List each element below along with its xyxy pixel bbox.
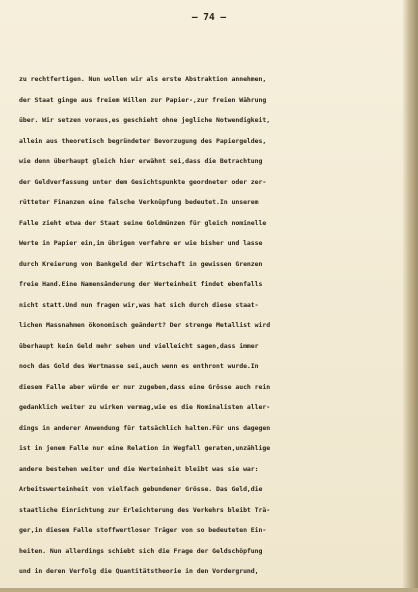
text-line: heiten. Nun allerdings schiebt sich die Frage der Geldschöpfung [19, 546, 263, 555]
body-text [19, 69, 403, 582]
text-line: dings in anderer Anwendung für tatsächlich halten.Für uns dagegen [19, 423, 271, 432]
text-line: noch das Gold des Wertmasse sei,auch wenn es enthront wurde.In [19, 362, 259, 370]
text-line: Werte in Papier ein,im übrigen verfahre er wie bisher und lasse [19, 239, 263, 247]
text-line: Falle zieht etwa der Staat seine Goldmünzen für gleich nominelle [19, 218, 267, 227]
text-line: der Staat ginge aus freiem Willen zur Papier-,zur freien Währung [19, 95, 267, 104]
text-line: gedanklich weiter zu wirken vermag,wie es die Nominalisten aller- [19, 403, 271, 411]
text-line: Arbeitswerteinheit von vielfach gebundener Grösse. Das Geld,die [19, 485, 263, 493]
page-number: — 74 — [191, 12, 227, 23]
text-line: lichen Massnahmen ökonomisch geändert? Der strenge Metallist wird [19, 321, 271, 329]
text-line: zu rechtfertigen. Nun wollen wir als erste Abstraktion annehmen, [19, 75, 267, 83]
text-line: ist in jenem Falle nur eine Relation in Wegfall geraten,unzählige [19, 444, 271, 452]
text-line: und in deren Verfolg die Quantitätstheorie in den Vordergrund, [19, 567, 259, 575]
text-line: rütteter Finanzen eine falsche Verknüpfung bedeutet.In unserem [19, 198, 259, 206]
page-edge-shadow [402, 0, 418, 592]
text-line: freie Hand.Eine Namensänderung der Werteinheit findet ebenfalls [19, 280, 263, 288]
text-line: andere bestehen weiter und die Werteinheit bleibt was sie war: [19, 464, 259, 473]
text-line: überhaupt kein Geld mehr sehen und vielleicht sagen,dass immer [19, 341, 259, 350]
text-line: über. Wir setzen voraus,es geschieht ohne jegliche Notwendigkeit, [19, 116, 271, 124]
text-line: allein aus theoretisch begründeter Bevorzugung des Papiergeldes, [19, 136, 267, 145]
text-line: ger,in diesem Falle stoffwertloser Träger von so bedeuteten Ein- [19, 526, 267, 534]
text-line: diesem Falle aber würde er nur zugeben,dass eine Grösse auch rein [19, 382, 271, 391]
text-line: staatliche Einrichtung zur Erleichterung des Verkehrs bleibt Trä- [19, 505, 271, 514]
text-line: durch Kreierung von Bankgeld der Wirtschaft in gewissen Grenzen [19, 259, 263, 268]
text-line: nicht statt.Und nun fragen wir,was hat sich durch diese staat- [19, 300, 259, 309]
page-bottom-edge [0, 588, 418, 592]
text-line: wie denn überhaupt gleich hier erwähnt sei,dass die Betrachtung [19, 157, 263, 165]
text-line: der Geldverfassung unter dem Gesichtspunkte geordneter oder zer- [19, 177, 267, 186]
